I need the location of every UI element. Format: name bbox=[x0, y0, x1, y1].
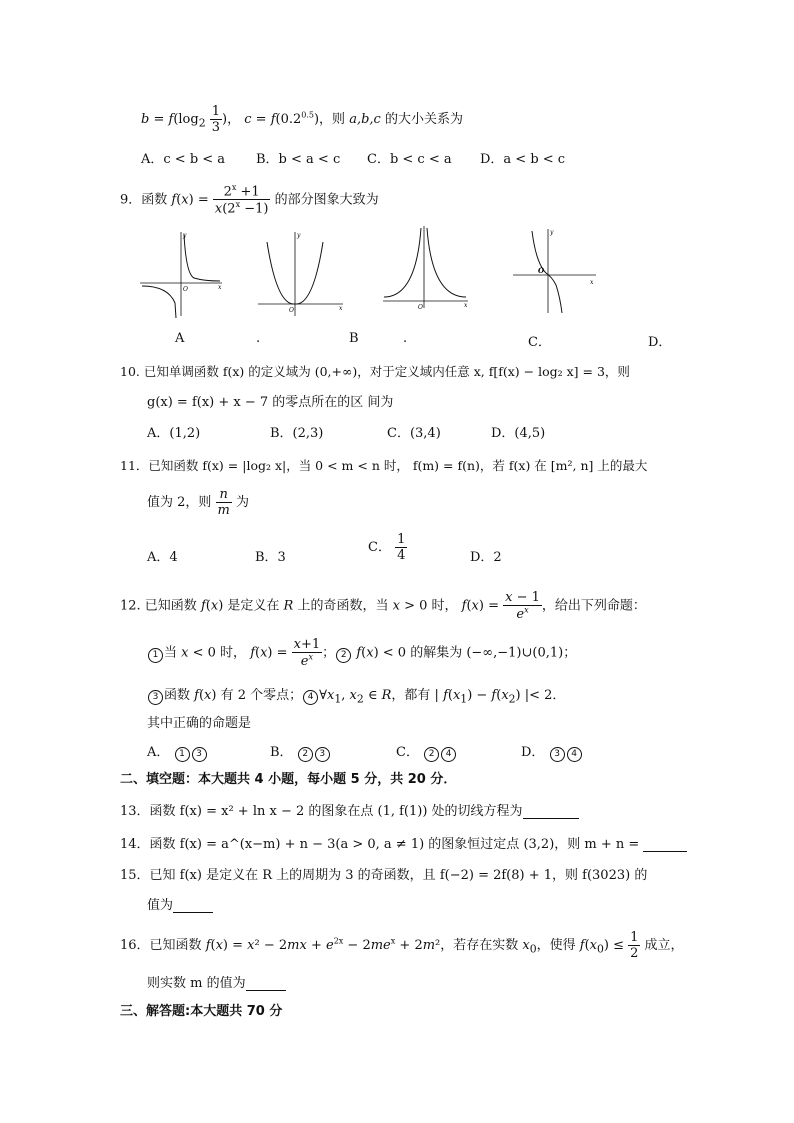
graph-label-b: B bbox=[349, 331, 359, 346]
q16-line-1: 16．已知函数 $f(x) = x^2 - 2mx + e^{2x} - 2me^x + 2m^2$，若存在实数 $x_0$，使得 $f(x_0)$ ≤ $\frac{1}{2}$ 成立， bbox=[120, 930, 684, 961]
q8-line: $b = f(\log_2$ $\frac{1}{3}$ )， $c = f(0.2^{0.5})$，则 a,b,c 的大小关系为 bbox=[141, 104, 463, 135]
q8-option-b: B．b < a < c bbox=[256, 152, 341, 167]
q10-option-d: D．(4,5) bbox=[491, 426, 546, 441]
q12-line-3: 3 函数 f(x) 有 2 个零点； 4 $\forall x_1$, $x_2$ ∈ R，都有 | $f(x_1) - f(x_2)$ |< 2． bbox=[147, 684, 565, 706]
graph-label-d: D． bbox=[648, 335, 672, 350]
q11-option-d: D．2 bbox=[470, 550, 502, 565]
section-2-heading: 二、填空题：本大题共 4 小题，每小题 5 分，共 20 分． bbox=[120, 772, 457, 787]
svg-text:O: O bbox=[289, 307, 294, 314]
svg-text:y: y bbox=[183, 232, 187, 239]
q10-option-c: C．(3,4) bbox=[387, 426, 441, 441]
svg-text:x: x bbox=[464, 302, 468, 309]
graph-c-left-branch bbox=[384, 228, 421, 297]
q15-line-1: 15．已知 f(x) 是定义在 R 上的周期为 3 的奇函数，且 f(−2) = 2f(8) + 1，则 f(3023) 的 bbox=[120, 868, 648, 883]
graph-label-dot-1: . bbox=[256, 331, 261, 346]
q8-option-c: C．b < c < a bbox=[367, 152, 452, 167]
q8-option-a: A．c < b < a bbox=[141, 152, 226, 167]
graph-d-curve bbox=[532, 231, 562, 313]
q11-line-2: 值为 2，则 $\frac{n}{m}$ 为 bbox=[147, 487, 250, 518]
q13-line: 13．函数 f(x) = x² + ln x − 2 的图象在点 (1, f(1)) 处的切线方程为 bbox=[120, 800, 579, 819]
q12-line-4: 其中正确的命题是 bbox=[147, 716, 252, 731]
q9-stem: 9．函数 f(x) = $\frac{2^x +1}{x(2^x -1)}$ 的部分图象大致为 bbox=[120, 183, 379, 217]
graph-d bbox=[510, 225, 600, 317]
q10-line-2: g(x) = f(x) + x − 7 的零点所在的区 间为 bbox=[147, 395, 394, 410]
section-3-heading: 三、解答题:本大题共 70 分 bbox=[120, 1004, 283, 1019]
q12-option-b: B． 2 3 bbox=[270, 741, 331, 762]
graph-label-a: A bbox=[175, 331, 185, 346]
q14-line: 14．函数 f(x) = a^(x−m) + n − 3(a > 0, a ≠ 1) 的图象恒过定点 (3,2)，则 m + n = bbox=[120, 833, 687, 852]
q11-line-1: 11．已知函数 f(x) = |log₂ x|，当 0 < m < n 时， f(m) = f(n)，若 f(x) 在 [m², n] 上的最大 bbox=[120, 458, 648, 473]
svg-text:O: O bbox=[538, 266, 545, 275]
graph-a bbox=[138, 228, 226, 320]
svg-text:x: x bbox=[218, 284, 222, 291]
q16-line-2: 则实数 m 的值为 bbox=[147, 972, 286, 991]
q12-line-1: 12. 已知函数 f(x) 是定义在 R 上的奇函数，当 x > 0 时， f(x) = $\frac{x - 1}{e^x}$ ，给出下列命题： bbox=[120, 590, 646, 623]
q11-option-a: A．4 bbox=[147, 550, 178, 565]
q15-answer-blank bbox=[173, 912, 213, 913]
graph-c-right-branch bbox=[427, 228, 466, 297]
graph-a-right-branch bbox=[184, 234, 220, 281]
svg-text:y: y bbox=[550, 229, 554, 236]
graph-b bbox=[255, 228, 347, 320]
graph-a-left-branch bbox=[142, 286, 176, 318]
q10-option-a: A．(1,2) bbox=[147, 426, 201, 441]
q8-option-d: D．a < b < c bbox=[480, 152, 566, 167]
q11-option-c: C． $\frac{1}{4}$ bbox=[368, 532, 406, 563]
q12-option-a: A． 1 3 bbox=[147, 741, 208, 762]
q14-answer-blank bbox=[643, 851, 687, 852]
graph-label-c: C． bbox=[528, 335, 551, 350]
svg-text:O: O bbox=[183, 286, 188, 293]
q11-option-b: B．3 bbox=[255, 550, 286, 565]
q10-line-1: 10. 已知单调函数 f(x) 的定义域为 (0,+∞)，对于定义域内任意 x, f[f(x) − log₂ x] = 3，则 bbox=[120, 364, 630, 379]
svg-text:O: O bbox=[418, 304, 423, 311]
q12-option-d: D． 3 4 bbox=[521, 741, 583, 762]
q12-line-2: 1 当 x < 0 时， f(x) = $\frac{x+1}{e^x}$ ； 2 f(x) < 0 的解集为 (−∞,−1)∪(0,1)； bbox=[147, 637, 576, 669]
graph-label-dot-2: . bbox=[403, 331, 408, 346]
q13-answer-blank bbox=[523, 818, 579, 819]
svg-text:x: x bbox=[339, 305, 343, 312]
q15-line-2: 值为 bbox=[147, 894, 213, 913]
q12-option-c: C． 2 4 bbox=[396, 741, 457, 762]
q16-answer-blank bbox=[246, 990, 286, 991]
svg-text:y: y bbox=[297, 232, 301, 239]
q10-option-b: B．(2,3) bbox=[270, 426, 324, 441]
svg-text:x: x bbox=[590, 279, 594, 286]
graph-c bbox=[380, 222, 472, 314]
